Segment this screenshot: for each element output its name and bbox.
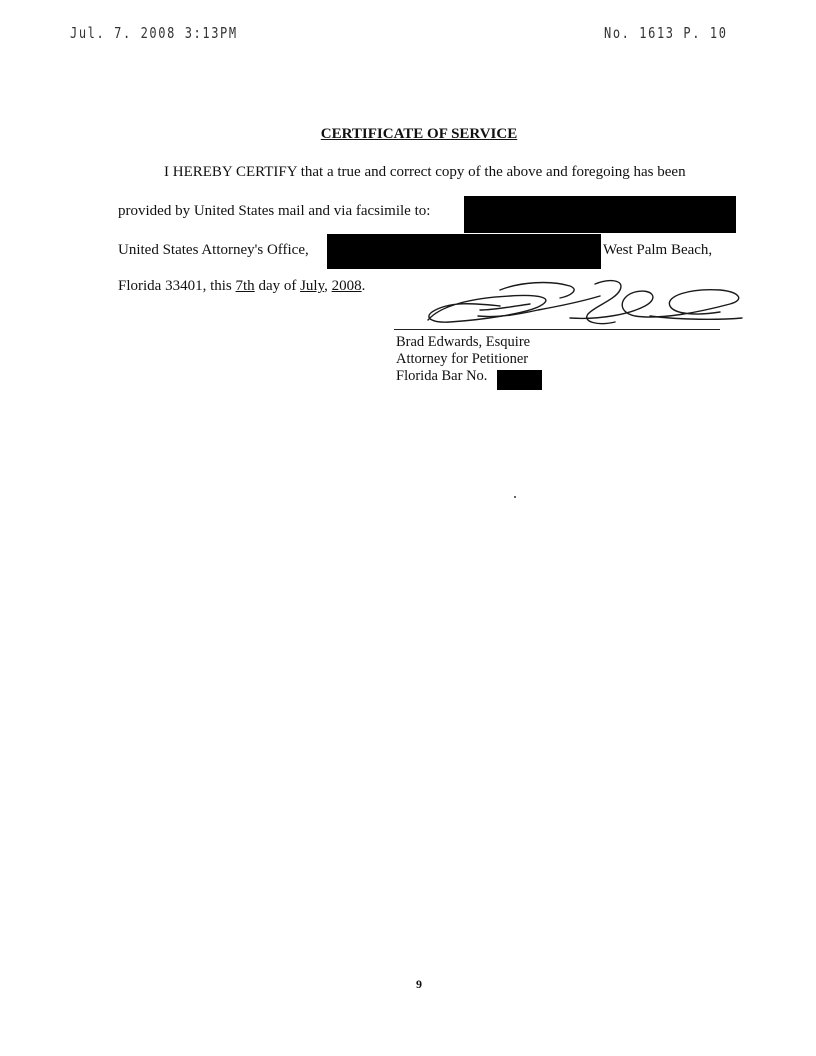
handwritten-signature (420, 276, 750, 336)
certify-line-2: provided by United States mail and via facsimile to: (118, 203, 431, 219)
date-day: 7th (235, 278, 255, 294)
redaction-box-address (327, 234, 601, 269)
scan-speck (514, 496, 516, 498)
redaction-box-recipient (464, 196, 736, 233)
certify-line-1: I HEREBY CERTIFY that a true and correct copy of the above and foregoing has been (164, 164, 686, 180)
date-text-c: , (324, 278, 332, 294)
attorney-role: Attorney for Petitioner (396, 351, 529, 367)
date-year: 2008 (331, 278, 362, 294)
certificate-title: CERTIFICATE OF SERVICE (320, 126, 518, 142)
certify-line-3-start: United States Attorney's Office, (118, 242, 309, 258)
attorney-name: Brad Edwards, Esquire (396, 334, 531, 350)
certify-line-3-end: West Palm Beach, (603, 242, 713, 258)
signature-line (394, 329, 720, 330)
page-number: 9 (416, 977, 422, 991)
fax-header-timestamp: Jul. 7. 2008 3:13PM (70, 24, 238, 42)
certify-line-4 (118, 278, 365, 295)
date-text-a: Florida 33401, this (118, 278, 236, 294)
date-text-b: day of (254, 278, 301, 294)
date-month: July (300, 278, 325, 294)
fax-header-page-info: No. 1613 P. 10 (604, 24, 728, 42)
florida-bar-label: Florida Bar No. (396, 368, 488, 384)
redaction-box-bar-number (497, 370, 542, 390)
date-text-d: . (361, 278, 366, 294)
